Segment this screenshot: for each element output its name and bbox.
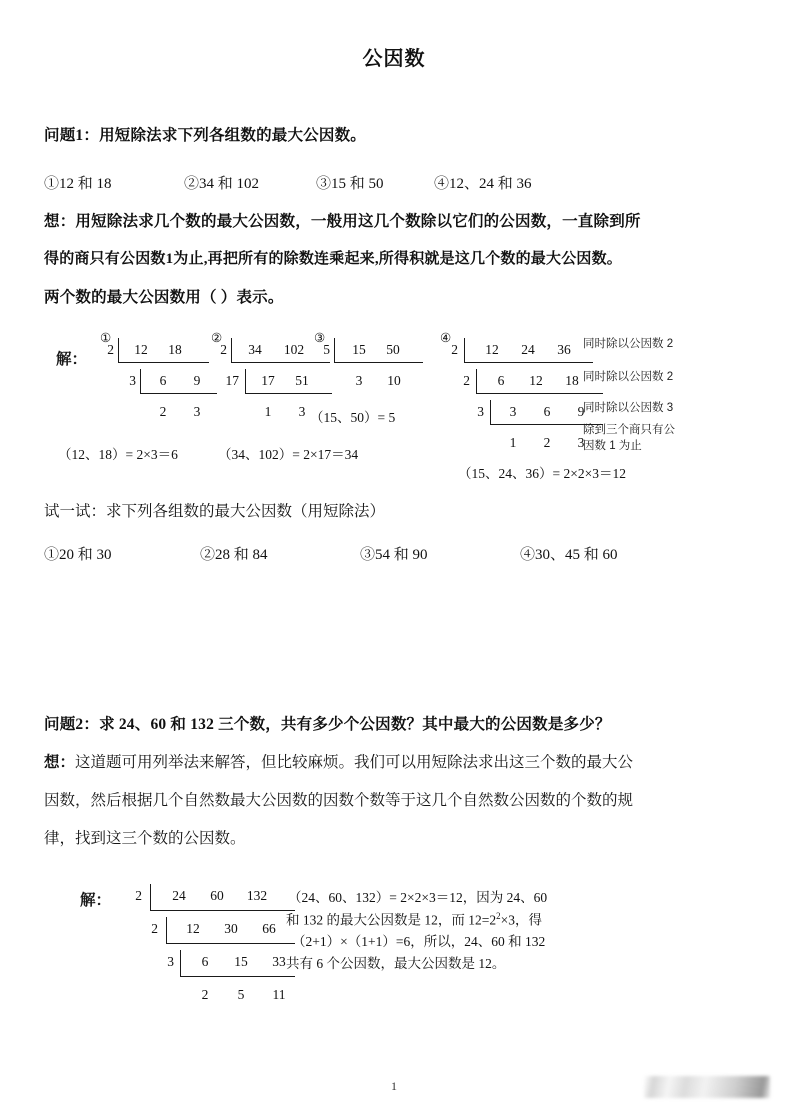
sd2-quotients-1: 17 51 xyxy=(261,373,309,388)
problem1-choices xyxy=(44,172,744,196)
sd1-quotients-final: 2 3 xyxy=(159,404,201,419)
short-division-3-result: （15、50）= 5 xyxy=(310,410,396,425)
short-division-4-result: （15、24、36）= 2×2×3＝12 xyxy=(458,466,626,481)
sd3-bracket-1 xyxy=(334,338,423,363)
sd4-divisor-3: 3 xyxy=(477,404,484,419)
sd3-quotients-final: 3 10 xyxy=(355,373,401,388)
short-division-2-result: （34、102）= 2×17＝34 xyxy=(218,447,359,462)
sd3-divisor-1: 5 xyxy=(323,342,330,357)
problem2-think-line2: 因数，然后根据几个自然数最大公因数的因数个数等于这几个自然数公因数的个数的规 xyxy=(44,792,634,809)
sd3-dividend: 15 50 xyxy=(352,342,400,357)
practice-choice-4: ④30、45 和 60 xyxy=(520,547,618,563)
problem2-explain-line2 xyxy=(286,910,542,931)
problem1-choice-4: ④12、24 和 36 xyxy=(434,176,532,192)
sd5-bracket-3 xyxy=(180,950,295,977)
problem1-think-text1: 用短除法求几个数的最大公因数，一般用这几个数除以它们的公因数，一直除到所 xyxy=(75,213,641,230)
explain-line2-superscript: 2 xyxy=(496,911,501,921)
sd2-dividend: 34 102 xyxy=(248,342,305,357)
sd5-quotients-2: 6 15 33 xyxy=(201,954,286,969)
sd4-divisor-1: 2 xyxy=(451,342,458,357)
sd1-quotients-1: 6 9 xyxy=(159,373,201,388)
problem2-think-text1: 这道题可用列举法来解答，但比较麻烦。我们可以用短除法求出这三个数的最大公 xyxy=(75,754,634,771)
problem1-think-lead: 想： xyxy=(44,213,76,230)
practice-choice-3: ③54 和 90 xyxy=(360,547,428,563)
short-division-3-marker: ③ xyxy=(314,331,326,345)
problem2-text: 求 24、60 和 132 三个数，共有多少个公因数？其中最大的公因数是多少？ xyxy=(99,716,611,733)
sd5-bracket-1 xyxy=(150,884,295,911)
problem2-lead: 问题2： xyxy=(44,716,100,733)
problem1-text: 用短除法求下列各组数的最大公因数。 xyxy=(99,127,366,144)
practice-choice-2: ②28 和 84 xyxy=(200,547,268,563)
explain-line2-part-b: ×3，得 xyxy=(500,912,542,928)
sd2-divisor-1: 2 xyxy=(220,342,227,357)
annotation-5: 因数 1 为止 xyxy=(583,440,642,452)
sd5-divisor-2: 2 xyxy=(151,921,158,936)
problem2-solve-label: 解： xyxy=(80,892,112,909)
problem1-think-line2: 得的商只有公因数1为止,再把所有的除数连乘起来,所得积就是这几个数的最大公因数。 xyxy=(44,251,623,267)
short-division-1-marker: ① xyxy=(100,331,112,345)
sd2-divisor-2: 17 xyxy=(225,373,239,388)
problem2-think-lead: 想： xyxy=(44,754,76,771)
sd4-divisor-2: 2 xyxy=(463,373,470,388)
practice-choices xyxy=(44,543,744,567)
sd1-divisor-2: 3 xyxy=(129,373,136,388)
problem1-choice-2: ②34 和 102 xyxy=(184,176,260,192)
sd4-quotients-final: 1 2 3 xyxy=(509,435,585,450)
problem2-explain-line1: （24、60、132）= 2×2×3＝12，因为 24、60 xyxy=(288,890,548,905)
sd1-bracket-1 xyxy=(118,338,209,363)
sd5-bracket-2 xyxy=(166,917,295,944)
problem2-statement xyxy=(44,711,756,740)
annotation-1: 同时除以公因数 2 xyxy=(583,338,674,350)
problem1-choice-1: ①12 和 18 xyxy=(44,176,112,192)
sd4-bracket-1 xyxy=(464,338,593,363)
sd5-divisor-3: 3 xyxy=(167,954,174,969)
annotation-3: 同时除以公因数 3 xyxy=(583,402,674,414)
practice-choice-1: ①20 和 30 xyxy=(44,547,112,563)
problem1-solve-label: 解： xyxy=(56,351,88,368)
problem1-think-line3: 两个数的最大公因数用（ ）表示。 xyxy=(44,289,284,306)
sd5-divisor-1: 2 xyxy=(135,888,142,903)
sd4-quotients-2: 3 6 9 xyxy=(509,404,585,419)
problem2-explain-line4: 共有 6 个公因数，最大公因数是 12。 xyxy=(286,956,506,971)
sd4-dividend: 12 24 36 xyxy=(485,342,571,357)
sd5-dividend: 24 60 132 xyxy=(172,888,268,903)
problem1-think-line1 xyxy=(44,208,756,237)
explain-line2-part-a: 和 132 的最大公因数是 12，而 12=2 xyxy=(286,912,497,928)
problem1-choice-3: ③15 和 50 xyxy=(316,176,384,192)
sd1-divisor-1: 2 xyxy=(107,342,114,357)
short-division-2-marker: ② xyxy=(211,331,223,345)
problem1-statement xyxy=(44,122,744,151)
practice-lead: 试一试： xyxy=(44,503,107,520)
problem2-explain-line3: （2+1）×（1+1）=6，所以，24、60 和 132 xyxy=(292,934,546,949)
annotation-4: 除到三个商只有公 xyxy=(583,424,675,436)
problem2-think-line1 xyxy=(44,748,756,777)
practice-text: 求下列各组数的最大公因数（用短除法） xyxy=(106,503,386,520)
sd1-dividend: 12 18 xyxy=(134,342,182,357)
sd2-quotients-final: 1 3 xyxy=(264,404,306,419)
sd5-quotients-final: 2 5 11 xyxy=(201,987,286,1002)
annotation-2: 同时除以公因数 2 xyxy=(583,371,674,383)
sd4-quotients-1: 6 12 18 xyxy=(497,373,579,388)
short-division-1-result: （12、18）= 2×3＝6 xyxy=(58,447,178,462)
problem2-think-line3: 律，找到这三个数的公因数。 xyxy=(44,830,246,847)
page-title: 公因数 xyxy=(362,48,426,70)
practice-statement xyxy=(44,497,744,526)
sd5-quotients-1: 12 30 66 xyxy=(186,921,276,936)
problem1-lead: 问题1： xyxy=(44,127,100,144)
short-division-4-marker: ④ xyxy=(440,331,452,345)
page-number: 1 xyxy=(391,1079,397,1093)
